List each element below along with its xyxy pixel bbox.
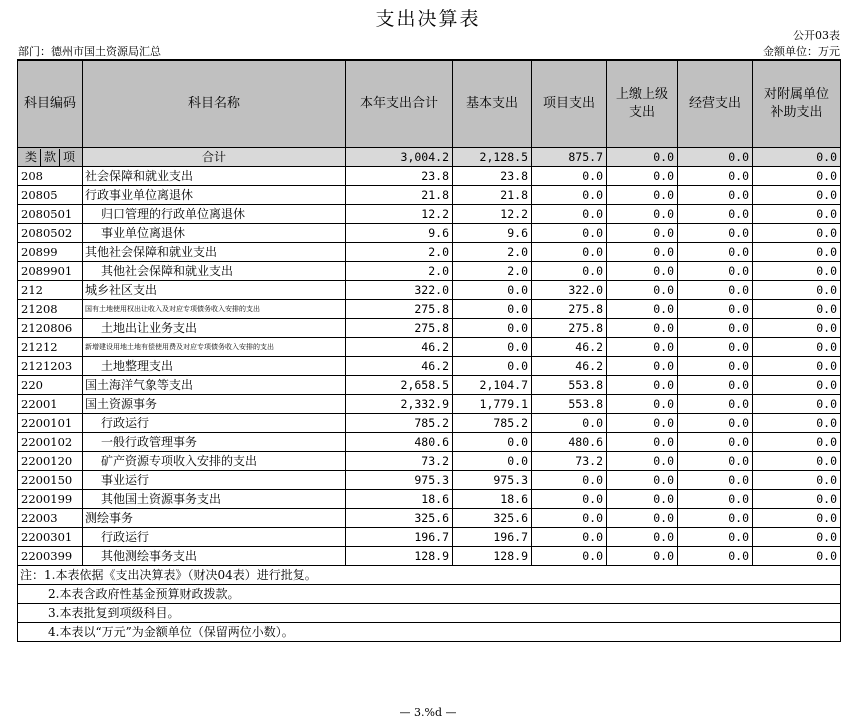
amount-cell: 0.0	[607, 243, 678, 262]
amount-cell: 46.2	[532, 338, 607, 357]
kind-label-xiang: 项	[59, 149, 78, 166]
subject-code: 2121203	[18, 357, 83, 376]
column-header: 科目名称	[83, 60, 346, 148]
amount-cell: 0.0	[532, 414, 607, 433]
amount-cell: 0.0	[753, 414, 841, 433]
amount-cell: 322.0	[532, 281, 607, 300]
amount-cell: 275.8	[532, 300, 607, 319]
subject-code: 2200101	[18, 414, 83, 433]
subject-name: 其他测绘事务支出	[83, 547, 346, 566]
subject-name: 城乡社区支出	[83, 281, 346, 300]
subject-code: 2080501	[18, 205, 83, 224]
amount-cell: 0.0	[753, 452, 841, 471]
subject-name: 其他社会保障和就业支出	[83, 243, 346, 262]
amount-cell: 2,658.5	[346, 376, 453, 395]
amount-cell: 0.0	[532, 224, 607, 243]
amount-cell: 0.0	[453, 319, 532, 338]
amount-cell: 9.6	[453, 224, 532, 243]
amount-cell: 1,779.1	[453, 395, 532, 414]
amount-cell: 0.0	[678, 205, 753, 224]
amount-cell: 0.0	[678, 509, 753, 528]
subject-code: 22003	[18, 509, 83, 528]
amount-cell: 0.0	[532, 490, 607, 509]
amount-cell: 23.8	[453, 167, 532, 186]
amount-cell: 196.7	[453, 528, 532, 547]
amount-cell: 0.0	[453, 281, 532, 300]
subject-name: 测绘事务	[83, 509, 346, 528]
subject-code: 2120806	[18, 319, 83, 338]
amount-cell: 0.0	[607, 281, 678, 300]
amount-cell: 196.7	[346, 528, 453, 547]
subject-code: 212	[18, 281, 83, 300]
subject-code: 2089901	[18, 262, 83, 281]
amount-cell: 322.0	[346, 281, 453, 300]
table-row	[18, 186, 841, 205]
amount-cell: 0.0	[753, 357, 841, 376]
amount-cell: 0.0	[678, 471, 753, 490]
kind-cell	[18, 148, 83, 167]
amount-cell: 0.0	[678, 224, 753, 243]
subject-name: 土地整理支出	[83, 357, 346, 376]
amount-cell: 0.0	[753, 319, 841, 338]
amount-cell: 2.0	[346, 262, 453, 281]
total-label: 合计	[83, 148, 346, 167]
table-row	[18, 528, 841, 547]
amount-cell: 275.8	[346, 319, 453, 338]
amount-cell: 46.2	[346, 338, 453, 357]
amount-cell: 0.0	[607, 224, 678, 243]
note-text: 4.本表以“万元”为金额单位（保留两位小数）。	[18, 623, 841, 642]
subject-name: 行政事业单位离退休	[83, 186, 346, 205]
table-row	[18, 224, 841, 243]
unit-label: 金额单位：万元	[763, 45, 840, 58]
amount-cell: 0.0	[753, 281, 841, 300]
column-header: 经营支出	[678, 60, 753, 148]
amount-cell: 0.0	[532, 205, 607, 224]
amount-cell: 0.0	[678, 414, 753, 433]
amount-cell: 0.0	[678, 338, 753, 357]
amount-cell: 785.2	[453, 414, 532, 433]
note-row	[18, 623, 841, 642]
amount-cell: 0.0	[678, 167, 753, 186]
form-number: 公开03表	[793, 29, 840, 42]
amount-cell: 975.3	[453, 471, 532, 490]
amount-cell: 2,104.7	[453, 376, 532, 395]
total-value: 3,004.2	[346, 148, 453, 167]
amount-cell: 0.0	[678, 357, 753, 376]
amount-cell: 0.0	[678, 376, 753, 395]
amount-cell: 0.0	[753, 395, 841, 414]
subject-code: 2200399	[18, 547, 83, 566]
table-row	[18, 338, 841, 357]
subject-code: 2200102	[18, 433, 83, 452]
amount-cell: 0.0	[532, 528, 607, 547]
subject-name: 矿产资源专项收入安排的支出	[83, 452, 346, 471]
amount-cell: 0.0	[607, 319, 678, 338]
amount-cell: 0.0	[607, 547, 678, 566]
subject-name: 社会保障和就业支出	[83, 167, 346, 186]
amount-cell: 18.6	[453, 490, 532, 509]
table-row	[18, 414, 841, 433]
table-row	[18, 547, 841, 566]
table-row	[18, 319, 841, 338]
amount-cell: 785.2	[346, 414, 453, 433]
amount-cell: 0.0	[607, 167, 678, 186]
amount-cell: 0.0	[453, 433, 532, 452]
column-header: 本年支出合计	[346, 60, 453, 148]
table-row	[18, 509, 841, 528]
total-value: 875.7	[532, 148, 607, 167]
amount-cell: 480.6	[532, 433, 607, 452]
table-row	[18, 452, 841, 471]
amount-cell: 21.8	[453, 186, 532, 205]
table-row	[18, 490, 841, 509]
subject-code: 22001	[18, 395, 83, 414]
table-header-row	[18, 60, 841, 148]
amount-cell: 325.6	[453, 509, 532, 528]
amount-cell: 0.0	[753, 547, 841, 566]
department-label: 部门：德州市国土资源局汇总	[18, 45, 161, 58]
kind-label-kuan: 款	[40, 149, 59, 166]
amount-cell: 128.9	[346, 547, 453, 566]
amount-cell: 0.0	[453, 452, 532, 471]
table-row	[18, 262, 841, 281]
amount-cell: 73.2	[532, 452, 607, 471]
amount-cell: 275.8	[532, 319, 607, 338]
subject-name: 其他国土资源事务支出	[83, 490, 346, 509]
amount-cell: 128.9	[453, 547, 532, 566]
note-row	[18, 566, 841, 585]
expenditure-table	[17, 59, 841, 642]
amount-cell: 325.6	[346, 509, 453, 528]
kind-label-lei: 类	[24, 149, 37, 164]
amount-cell: 2.0	[453, 262, 532, 281]
total-value: 2,128.5	[453, 148, 532, 167]
table-row	[18, 300, 841, 319]
table-row	[18, 433, 841, 452]
amount-cell: 0.0	[453, 357, 532, 376]
amount-cell: 0.0	[678, 319, 753, 338]
amount-cell: 553.8	[532, 376, 607, 395]
subject-name: 归口管理的行政单位离退休	[83, 205, 346, 224]
amount-cell: 0.0	[532, 509, 607, 528]
subject-code: 2200301	[18, 528, 83, 547]
amount-cell: 480.6	[346, 433, 453, 452]
amount-cell: 0.0	[607, 471, 678, 490]
amount-cell: 0.0	[678, 490, 753, 509]
amount-cell: 0.0	[753, 509, 841, 528]
amount-cell: 73.2	[346, 452, 453, 471]
subject-code: 2200120	[18, 452, 83, 471]
amount-cell: 0.0	[607, 205, 678, 224]
amount-cell: 0.0	[678, 528, 753, 547]
amount-cell: 21.8	[346, 186, 453, 205]
subject-code: 220	[18, 376, 83, 395]
amount-cell: 2.0	[346, 243, 453, 262]
column-header: 上缴上级 支出	[607, 60, 678, 148]
amount-cell: 0.0	[532, 471, 607, 490]
table-row	[18, 281, 841, 300]
amount-cell: 2.0	[453, 243, 532, 262]
amount-cell: 0.0	[678, 262, 753, 281]
note-text: 3.本表批复到项级科目。	[18, 604, 841, 623]
subject-code: 208	[18, 167, 83, 186]
amount-cell: 12.2	[453, 205, 532, 224]
amount-cell: 0.0	[607, 433, 678, 452]
total-value: 0.0	[753, 148, 841, 167]
subject-name: 国土资源事务	[83, 395, 346, 414]
amount-cell: 23.8	[346, 167, 453, 186]
subject-name: 行政运行	[83, 528, 346, 547]
amount-cell: 0.0	[678, 395, 753, 414]
amount-cell: 0.0	[753, 262, 841, 281]
amount-cell: 0.0	[607, 452, 678, 471]
subject-name: 国土海洋气象等支出	[83, 376, 346, 395]
amount-cell: 0.0	[607, 490, 678, 509]
amount-cell: 0.0	[453, 300, 532, 319]
amount-cell: 0.0	[607, 509, 678, 528]
subject-name: 国有土地使用权出让收入及对应专项债务收入安排的支出	[83, 300, 346, 319]
subject-code: 20805	[18, 186, 83, 205]
column-header: 科目编码	[18, 60, 83, 148]
amount-cell: 0.0	[607, 357, 678, 376]
amount-cell: 0.0	[532, 167, 607, 186]
amount-cell: 0.0	[607, 376, 678, 395]
subject-name: 一般行政管理事务	[83, 433, 346, 452]
amount-cell: 553.8	[532, 395, 607, 414]
subject-code: 2200150	[18, 471, 83, 490]
table-row	[18, 395, 841, 414]
table-row	[18, 205, 841, 224]
note-text: 注：1.本表依据《支出决算表》（财决04表）进行批复。	[18, 566, 841, 585]
amount-cell: 0.0	[753, 528, 841, 547]
amount-cell: 0.0	[532, 186, 607, 205]
note-text: 2.本表含政府性基金预算财政拨款。	[18, 585, 841, 604]
subject-name: 事业单位离退休	[83, 224, 346, 243]
subject-name: 行政运行	[83, 414, 346, 433]
amount-cell: 0.0	[753, 376, 841, 395]
amount-cell: 0.0	[453, 338, 532, 357]
amount-cell: 0.0	[607, 338, 678, 357]
amount-cell: 975.3	[346, 471, 453, 490]
amount-cell: 0.0	[753, 205, 841, 224]
amount-cell: 0.0	[753, 490, 841, 509]
subject-name: 土地出让业务支出	[83, 319, 346, 338]
amount-cell: 0.0	[753, 471, 841, 490]
table-row	[18, 357, 841, 376]
amount-cell: 0.0	[607, 528, 678, 547]
table-row	[18, 243, 841, 262]
total-value: 0.0	[678, 148, 753, 167]
amount-cell: 18.6	[346, 490, 453, 509]
subject-code: 21208	[18, 300, 83, 319]
amount-cell: 0.0	[753, 186, 841, 205]
amount-cell: 0.0	[607, 395, 678, 414]
amount-cell: 0.0	[607, 186, 678, 205]
table-row	[18, 376, 841, 395]
note-row	[18, 604, 841, 623]
subject-name: 其他社会保障和就业支出	[83, 262, 346, 281]
table-row	[18, 167, 841, 186]
amount-cell: 12.2	[346, 205, 453, 224]
amount-cell: 0.0	[753, 338, 841, 357]
amount-cell: 0.0	[678, 300, 753, 319]
amount-cell: 0.0	[678, 281, 753, 300]
amount-cell: 0.0	[532, 262, 607, 281]
amount-cell: 0.0	[678, 452, 753, 471]
subject-name: 新增建设用地土地有偿使用费及对应专项债务收入安排的支出	[83, 338, 346, 357]
amount-cell: 0.0	[753, 300, 841, 319]
column-header: 基本支出	[453, 60, 532, 148]
note-row	[18, 585, 841, 604]
amount-cell: 0.0	[532, 243, 607, 262]
amount-cell: 0.0	[753, 224, 841, 243]
table-row	[18, 471, 841, 490]
subject-code: 2200199	[18, 490, 83, 509]
page-title: 支出决算表	[375, 8, 481, 30]
amount-cell: 0.0	[678, 243, 753, 262]
amount-cell: 0.0	[607, 262, 678, 281]
subject-code: 21212	[18, 338, 83, 357]
amount-cell: 0.0	[678, 547, 753, 566]
subject-name: 事业运行	[83, 471, 346, 490]
column-header: 项目支出	[532, 60, 607, 148]
total-value: 0.0	[607, 148, 678, 167]
amount-cell: 0.0	[678, 186, 753, 205]
page-footer: — 3.%d —	[399, 706, 457, 719]
amount-cell: 9.6	[346, 224, 453, 243]
amount-cell: 0.0	[532, 547, 607, 566]
amount-cell: 0.0	[753, 433, 841, 452]
column-header: 对附属单位 补助支出	[753, 60, 841, 148]
amount-cell: 275.8	[346, 300, 453, 319]
amount-cell: 0.0	[607, 414, 678, 433]
subject-code: 20899	[18, 243, 83, 262]
subject-code: 2080502	[18, 224, 83, 243]
amount-cell: 46.2	[346, 357, 453, 376]
amount-cell: 2,332.9	[346, 395, 453, 414]
amount-cell: 0.0	[753, 243, 841, 262]
total-row	[18, 148, 841, 167]
amount-cell: 46.2	[532, 357, 607, 376]
amount-cell: 0.0	[753, 167, 841, 186]
amount-cell: 0.0	[607, 300, 678, 319]
amount-cell: 0.0	[678, 433, 753, 452]
